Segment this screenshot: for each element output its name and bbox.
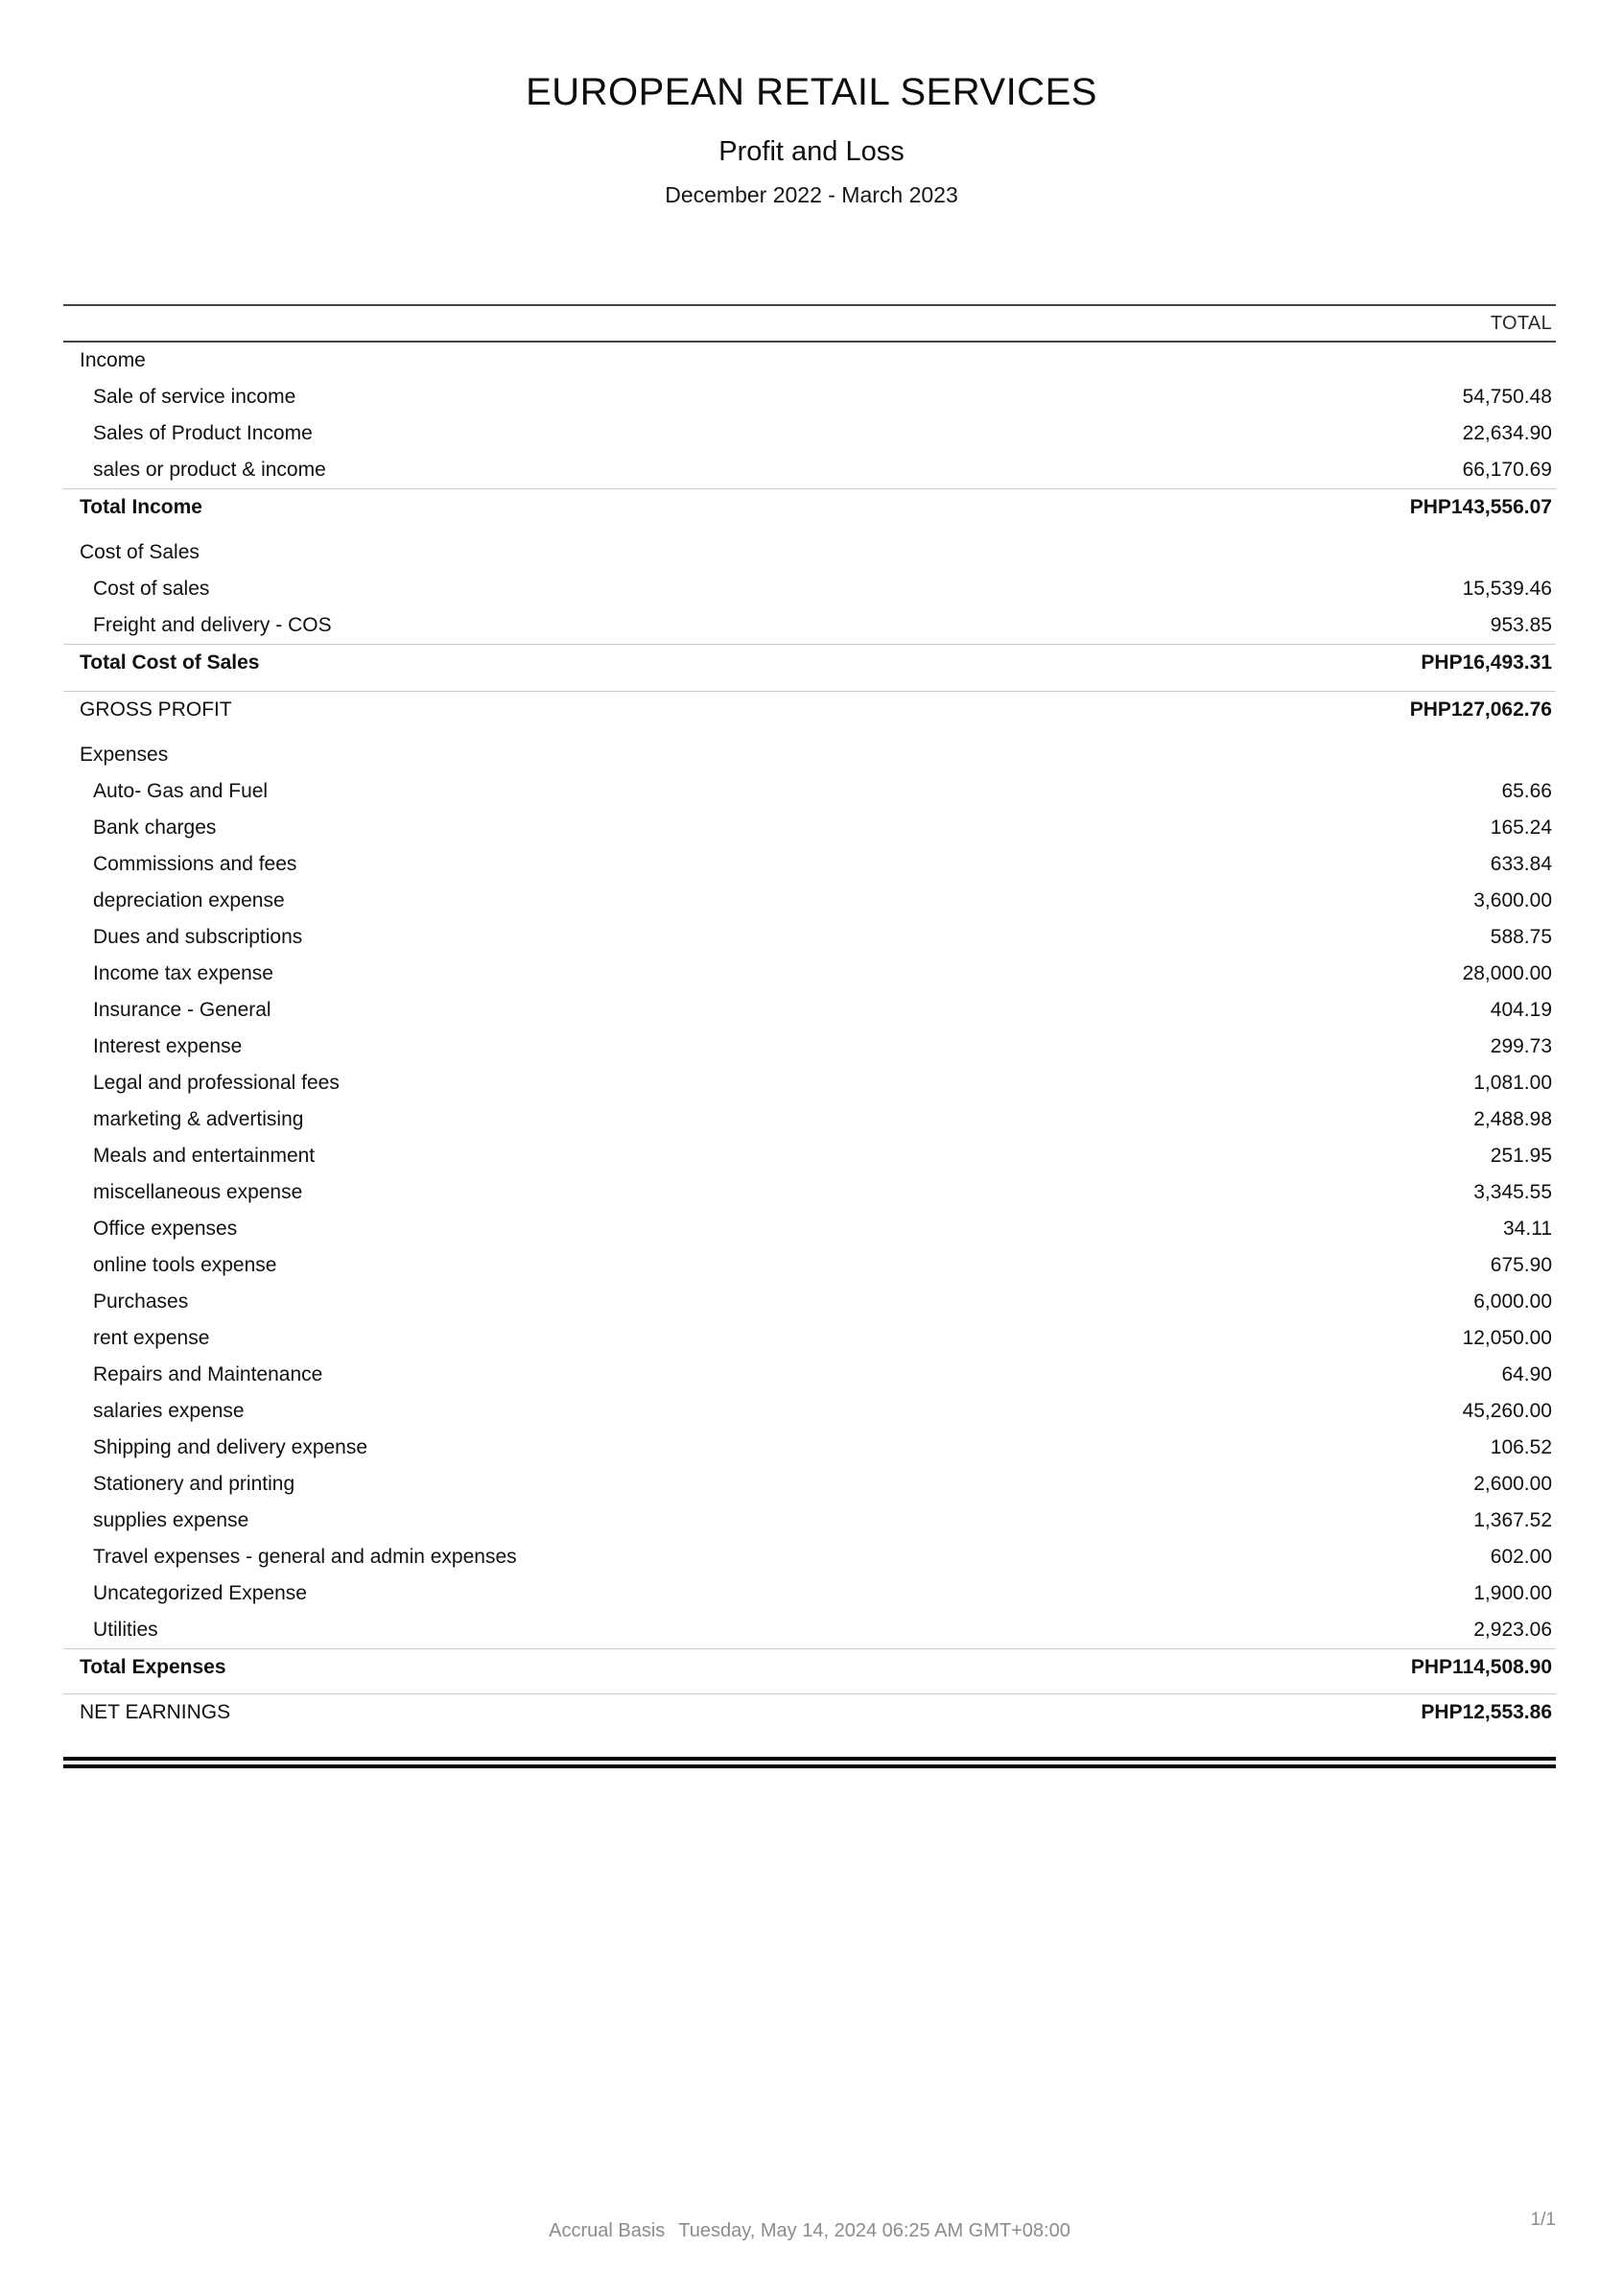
report-footer: [63, 2210, 1556, 2242]
account-row: [63, 1247, 1556, 1284]
account-value: 633.84: [1490, 853, 1552, 875]
net-earnings-label: NET EARNINGS: [80, 1701, 231, 1723]
account-value: 28,000.00: [1462, 962, 1552, 984]
total-income-label: Total Income: [80, 496, 202, 518]
account-row: [63, 1503, 1556, 1539]
account-value: 953.85: [1490, 614, 1552, 636]
account-value: 65.66: [1501, 780, 1552, 802]
account-row: [63, 846, 1556, 883]
account-label: Office expenses: [93, 1218, 238, 1240]
account-label: Legal and professional fees: [93, 1072, 340, 1094]
section-income: [63, 343, 1556, 526]
section-expenses-label: Expenses: [80, 744, 169, 766]
table-header-row: [63, 304, 1556, 343]
net-earnings-row: [63, 1693, 1556, 1731]
account-row: [63, 1539, 1556, 1575]
footer-basis: Accrual Basis: [549, 2220, 666, 2241]
account-value: 251.95: [1490, 1145, 1552, 1167]
account-row: [63, 1612, 1556, 1648]
account-value: 404.19: [1490, 999, 1552, 1021]
report-end-rule: [63, 1757, 1556, 1768]
account-row: [63, 607, 1556, 644]
account-label: Cost of sales: [93, 578, 210, 600]
footer-text: [63, 2220, 1556, 2242]
report-period: December 2022 - March 2023: [665, 182, 958, 207]
account-label: Bank charges: [93, 817, 217, 839]
account-row: [63, 1174, 1556, 1211]
cost-of-sales-rows: [63, 571, 1556, 644]
section-cost-of-sales-label: Cost of Sales: [80, 541, 200, 563]
section-cost-of-sales: [63, 534, 1556, 681]
net-earnings-value: PHP12,553.86: [1421, 1701, 1552, 1723]
account-row: [63, 1138, 1556, 1174]
account-value: 2,488.98: [1473, 1108, 1552, 1130]
account-value: 299.73: [1490, 1035, 1552, 1057]
account-row: [63, 773, 1556, 810]
account-label: Auto- Gas and Fuel: [93, 780, 269, 802]
account-value: 45,260.00: [1462, 1400, 1552, 1422]
account-label: Dues and subscriptions: [93, 926, 303, 948]
gross-profit-row: [63, 691, 1556, 728]
account-label: Stationery and printing: [93, 1473, 295, 1495]
account-value: 54,750.48: [1462, 386, 1552, 408]
account-value: 2,600.00: [1473, 1473, 1552, 1495]
account-row: [63, 1029, 1556, 1065]
pnl-table: [63, 304, 1556, 1768]
account-label: Utilities: [93, 1619, 158, 1641]
account-value: 1,367.52: [1473, 1509, 1552, 1531]
total-expenses-label: Total Expenses: [80, 1656, 226, 1678]
account-value: 12,050.00: [1462, 1327, 1552, 1349]
account-value: 3,600.00: [1473, 889, 1552, 911]
account-label: salaries expense: [93, 1400, 245, 1422]
account-row: [63, 1357, 1556, 1393]
account-label: supplies expense: [93, 1509, 249, 1531]
page-number: 1/1: [1530, 2210, 1556, 2230]
account-value: 1,081.00: [1473, 1072, 1552, 1094]
expenses-rows: [63, 773, 1556, 1648]
account-value: 675.90: [1490, 1254, 1552, 1276]
account-label: marketing & advertising: [93, 1108, 304, 1130]
account-row: [63, 415, 1556, 452]
account-row: [63, 1393, 1556, 1430]
account-row: [63, 883, 1556, 919]
account-value: 588.75: [1490, 926, 1552, 948]
account-value: 64.90: [1501, 1363, 1552, 1385]
total-expenses-value: PHP114,508.90: [1410, 1656, 1552, 1678]
account-row: [63, 1101, 1556, 1138]
total-income-row: [63, 488, 1556, 526]
account-row: [63, 571, 1556, 607]
account-label: Uncategorized Expense: [93, 1582, 307, 1604]
total-cost-of-sales-value: PHP16,493.31: [1421, 651, 1552, 674]
gross-profit-label: GROSS PROFIT: [80, 698, 232, 721]
account-row: [63, 1211, 1556, 1247]
account-row: [63, 379, 1556, 415]
account-row: [63, 452, 1556, 488]
total-cost-of-sales-row: [63, 644, 1556, 681]
account-label: Meals and entertainment: [93, 1145, 316, 1167]
account-value: 34.11: [1503, 1218, 1552, 1240]
account-row: [63, 810, 1556, 846]
account-label: rent expense: [93, 1327, 210, 1349]
account-row: [63, 919, 1556, 956]
account-label: Interest expense: [93, 1035, 243, 1057]
account-row: [63, 1065, 1556, 1101]
account-row: [63, 1466, 1556, 1503]
account-value: 165.24: [1490, 817, 1552, 839]
section-header-row: [63, 737, 1556, 773]
account-label: online tools expense: [93, 1254, 277, 1276]
account-value: 602.00: [1490, 1546, 1552, 1568]
total-column-header: TOTAL: [1490, 312, 1552, 334]
account-value: 3,345.55: [1473, 1181, 1552, 1203]
account-label: Travel expenses - general and admin expenses: [93, 1546, 517, 1568]
account-label: Freight and delivery - COS: [93, 614, 332, 636]
gross-profit-value: PHP127,062.76: [1409, 698, 1552, 721]
total-expenses-row: [63, 1648, 1556, 1686]
account-row: [63, 1320, 1556, 1357]
footer-timestamp: Tuesday, May 14, 2024 06:25 AM GMT+08:00: [678, 2220, 1070, 2241]
account-label: miscellaneous expense: [93, 1181, 303, 1203]
account-label: Sale of service income: [93, 386, 296, 408]
account-label: Repairs and Maintenance: [93, 1363, 323, 1385]
account-value: 22,634.90: [1462, 422, 1552, 444]
account-label: Sales of Product Income: [93, 422, 313, 444]
section-header-row: [63, 534, 1556, 571]
section-income-label: Income: [80, 349, 146, 371]
income-rows: [63, 379, 1556, 488]
section-header-row: [63, 343, 1556, 379]
account-label: Income tax expense: [93, 962, 273, 984]
account-value: 106.52: [1490, 1436, 1552, 1458]
total-income-value: PHP143,556.07: [1409, 496, 1552, 518]
account-label: Purchases: [93, 1290, 189, 1313]
account-value: 6,000.00: [1473, 1290, 1552, 1313]
account-row: [63, 1284, 1556, 1320]
account-value: 66,170.69: [1462, 459, 1552, 481]
account-label: Commissions and fees: [93, 853, 297, 875]
account-row: [63, 1430, 1556, 1466]
account-value: 2,923.06: [1473, 1619, 1552, 1641]
section-expenses: [63, 737, 1556, 1686]
report-header: [0, 0, 1623, 208]
account-row: [63, 956, 1556, 992]
report-title: Profit and Loss: [718, 136, 905, 167]
account-row: [63, 1575, 1556, 1612]
account-row: [63, 992, 1556, 1029]
account-label: depreciation expense: [93, 889, 285, 911]
account-value: 1,900.00: [1473, 1582, 1552, 1604]
total-cost-of-sales-label: Total Cost of Sales: [80, 651, 260, 674]
account-value: 15,539.46: [1462, 578, 1552, 600]
account-label: Insurance - General: [93, 999, 271, 1021]
account-label: sales or product & income: [93, 459, 326, 481]
account-label: Shipping and delivery expense: [93, 1436, 368, 1458]
company-name: EUROPEAN RETAIL SERVICES: [526, 71, 1097, 113]
